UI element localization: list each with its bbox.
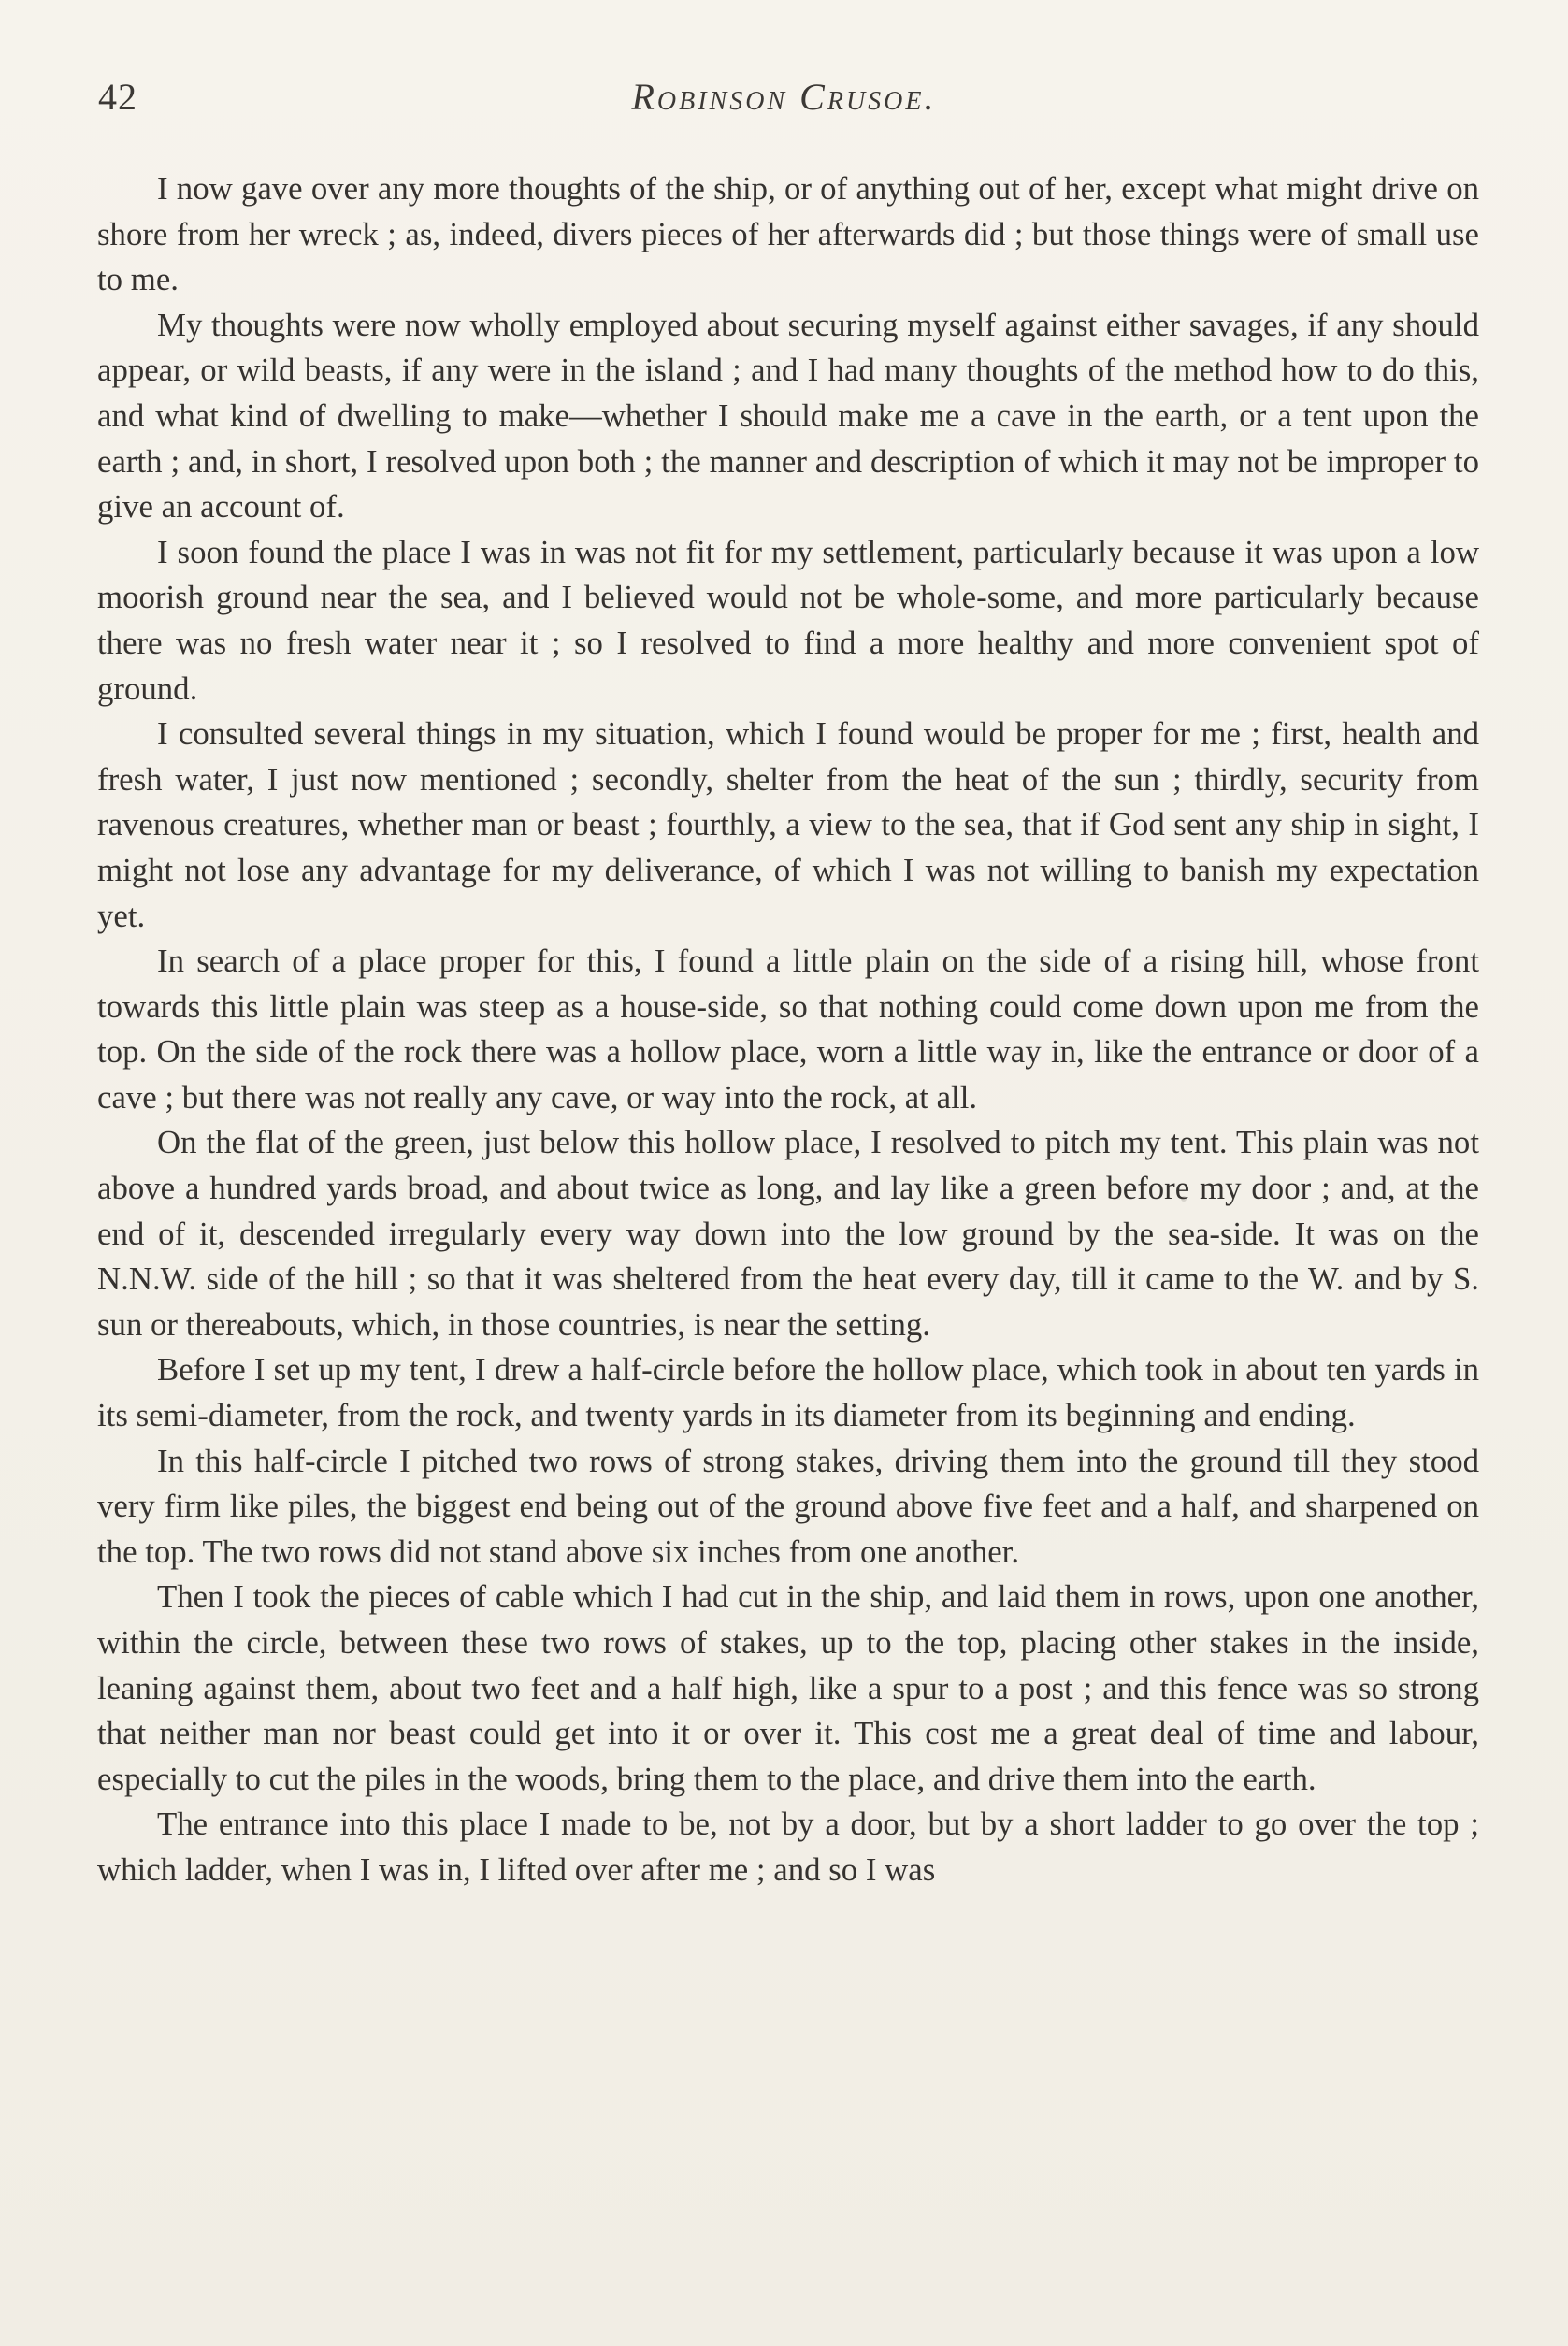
page-number: 42 (98, 76, 137, 118)
paragraph: Before I set up my tent, I drew a half-circle before the hollow place, which took in about ten yards in its semi-diameter, from the rock, and twenty yards in its diameter from its beginning and ending. (97, 1351, 1479, 1434)
paragraph: In this half-circle I pitched two rows of strong stakes, driving them into the ground till they stood very firm like piles, the biggest end being out of the ground above five feet and a half, and sharpened on the top. The two rows did not stand above six inches from one another. (97, 1442, 1479, 1570)
paragraph: In search of a place proper for this, I found a little plain on the side of a rising hill, whose front towards this little plain was steep as a house-side, so that nothing could come down upon me from the top. On the side of the rock there was a hollow place, worn a little way in, like the entrance or door of a cave ; but there was not really any cave, or way into the rock, at all. (97, 943, 1479, 1115)
running-title: Robinson Crusoe. (631, 76, 937, 118)
paper-speck (1181, 1196, 1187, 1202)
paragraph: Then I took the pieces of cable which I had cut in the ship, and laid them in rows, upon one another, within the circle, between these two rows of stakes, up to the top, placing other stakes in the inside, leaning against them, about two feet and a half high, like a spur to a post ; and this fence was so strong that neither man nor beast could get into it or over it. This cost me a great deal of time and labour, especially to cut the piles in the woods, bring them to the place, and drive them into the earth. (97, 1578, 1479, 1797)
paper-speck (1307, 739, 1313, 744)
paragraph: I now gave over any more thoughts of the ship, or of anything out of her, except what might drive on shore from her wreck ; as, indeed, divers pieces of her afterwards did ; but those things were of small use to me. (97, 170, 1479, 298)
paragraph: I consulted several things in my situation, which I found would be proper for me ; first, health and fresh water, I just now mentioned ; secondly, shelter from the heat of the sun ; thirdly, security from ravenous creatures, whether man or beast ; fourthly, a view to the sea, that if God sent any ship in sight, I might not lose any advantage for my deliverance, of which I was not willing to banish my expectation yet. (97, 715, 1479, 934)
paragraph: On the flat of the green, just below this hollow place, I resolved to pitch my tent. This plain was not above a hundred yards broad, and about twice as long, and lay like a green before my door ; and, at the end of it, descended irregularly every way down into the low ground by the sea-side. It was on the N.N.W. side of the hill ; so that it was sheltered from the heat every day, till it came to the W. and by S. sun or thereabouts, which, in those countries, is near the setting. (97, 1124, 1479, 1343)
page-header (0, 73, 1568, 129)
paragraph: I soon found the place I was in was not fit for my settlement, particularly because it was upon a low moorish ground near the sea, and I believed would not be whole-some, and more particularly because there was no fresh water near it ; so I resolved to find a more healthy and more convenient spot of ground. (97, 533, 1479, 707)
paragraph: My thoughts were now wholly employed about securing myself against either savages, if any should appear, or wild beasts, if any were in the island ; and I had many thoughts of the method how to do this, and what kind of dwelling to make—whether I should make me a cave in the earth, or a tent upon the earth ; and, in short, I resolved upon both ; the manner and description of which it may not be improper to give an account of. (97, 306, 1479, 525)
paragraph: The entrance into this place I made to be, not by a door, but by a short ladder to go over the top ; which ladder, when I was in, I lifted over after me ; and so I was (97, 1806, 1479, 1888)
body-text (97, 166, 1479, 1893)
